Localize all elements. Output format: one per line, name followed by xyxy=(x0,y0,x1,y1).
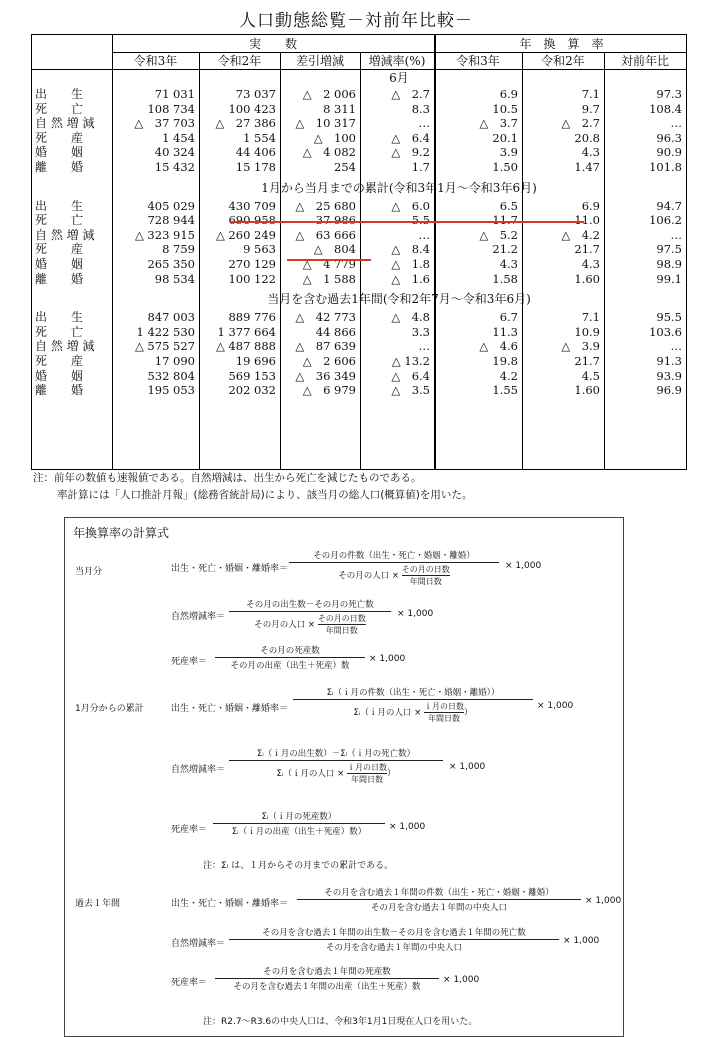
table-cell: 1.50 xyxy=(492,160,518,174)
table-cell: 11.0 xyxy=(574,213,600,228)
table-cell: 405 029 xyxy=(147,198,195,213)
formula-8-fraction: その月を含む過去１年間の出生数－その月を含む過去１年間の死亡数 その月を含む過去１年間の中央人口 xyxy=(229,926,559,953)
table-cell: △ 1.8 xyxy=(391,257,430,271)
table-cell: 8.3 xyxy=(411,101,430,116)
table-cell: 17 090 xyxy=(154,354,195,368)
row-label: 出 生 xyxy=(35,198,84,213)
table-cell: 101.8 xyxy=(649,160,682,174)
formula-4-tail: × 1,000 xyxy=(537,701,574,711)
table-cell: 7.1 xyxy=(581,87,600,101)
section-heading: 6月 xyxy=(389,71,409,85)
row-label: 自 然 増 減 xyxy=(35,339,95,354)
table-cell: 15 432 xyxy=(154,160,195,174)
table-cell: 10.5 xyxy=(492,101,518,116)
table-cell: 73 037 xyxy=(235,87,276,101)
column-header: 差引増減 xyxy=(295,54,344,68)
table-cell: 202 032 xyxy=(228,383,276,398)
table-cell: 569 153 xyxy=(228,368,276,383)
formula-5-tail: × 1,000 xyxy=(449,762,486,772)
row-label: 出 生 xyxy=(35,310,84,325)
formula-8-tail: × 1,000 xyxy=(563,936,600,946)
table-cell: … xyxy=(418,116,430,131)
formula-5-fraction: Σᵢ（ｉ月の出生数）－Σᵢ（ｉ月の死亡数） Σᵢ（ｉ月の人口 × ｉ月の日数 年間日数 ） xyxy=(229,747,443,785)
table-cell: … xyxy=(418,339,430,354)
table-cell: 98 534 xyxy=(154,271,195,286)
formula-box xyxy=(64,517,624,1037)
table-cell: 265 350 xyxy=(147,257,195,271)
table-cell: △ 37 703 xyxy=(134,116,195,131)
statistics-table xyxy=(31,34,687,470)
table-cell: △ 6 979 xyxy=(302,383,356,398)
section-label-monthly: 当月分 xyxy=(75,567,103,577)
formula-9-tail: × 1,000 xyxy=(443,975,480,985)
row-label: 婚 姻 xyxy=(35,368,84,383)
table-cell: △ 1.6 xyxy=(391,271,430,286)
table-cell: 430 709 xyxy=(228,198,276,213)
table-cell: △ 2 606 xyxy=(302,354,356,368)
formula-3-lhs: 死産率＝ xyxy=(171,657,208,667)
table-cell: 254 xyxy=(334,160,356,174)
table-cell: 10.9 xyxy=(574,324,600,339)
table-cell: 108.4 xyxy=(649,101,682,116)
formula-8-lhs: 自然増減率＝ xyxy=(171,939,226,949)
table-cell: △ 13.2 xyxy=(391,354,430,368)
table-cell: △ 87 639 xyxy=(295,339,356,354)
table-cell: 19.8 xyxy=(492,354,518,368)
table-cell: 6.7 xyxy=(499,310,518,325)
table-cell: … xyxy=(418,227,430,242)
table-cell: 21.7 xyxy=(574,354,600,368)
table-cell: 1 377 664 xyxy=(217,324,276,339)
table-cell: 5.5 xyxy=(411,213,430,228)
table-cell: △ 3.5 xyxy=(391,383,430,398)
table-cell: △ 2.7 xyxy=(391,87,430,101)
table-cell: 103.6 xyxy=(649,324,682,339)
formula-6-lhs: 死産率＝ xyxy=(171,825,208,835)
table-cell: 1.60 xyxy=(574,271,600,286)
section-heading: 1月から当月までの累計(令和3年1月～令和3年6月) xyxy=(261,180,537,195)
table-cell: △ 9.2 xyxy=(391,145,430,160)
highlight-underline-deaths xyxy=(287,259,371,261)
formula-3-fraction: その月の死産数 その月の出産（出生＋死産）数 xyxy=(215,644,365,671)
group-header-actual: 実 数 xyxy=(248,37,297,51)
table-cell: 19 696 xyxy=(235,354,276,368)
formula-9-lhs: 死産率＝ xyxy=(171,978,208,988)
table-cell: 4.5 xyxy=(581,368,600,383)
table-note-1: 注：前年の数値も速報値である。自然増減は、出生から死亡を減じたものである。 xyxy=(33,472,422,484)
formula-2-lhs: 自然増減率＝ xyxy=(171,612,226,622)
row-label: 死 亡 xyxy=(35,324,84,339)
table-cell: △ 6.4 xyxy=(391,130,430,145)
table-cell: 37 986 xyxy=(315,213,356,228)
table-cell: 100 423 xyxy=(228,101,276,116)
formula-4-lhs: 出生・死亡・婚姻・離婚率＝ xyxy=(171,704,289,714)
table-cell: △ 6.4 xyxy=(391,368,430,383)
row-label: 死 亡 xyxy=(35,101,84,116)
row-label: 死 産 xyxy=(35,242,84,257)
table-cell: 4.3 xyxy=(499,257,518,271)
table-cell: 9.7 xyxy=(581,101,600,116)
table-cell: 20.8 xyxy=(574,130,600,145)
formula-7-lhs: 出生・死亡・婚姻・離婚率＝ xyxy=(171,899,289,909)
table-cell: 90.9 xyxy=(656,145,682,160)
formula-9-fraction: その月を含む過去１年間の死産数 その月を含む過去１年間の出産（出生＋死産）数 xyxy=(215,965,439,992)
formula-note-2: 注：R2.7～R3.6の中央人口は、令和3年1月1日現在人口を用いた。 xyxy=(203,1017,478,1027)
row-label: 死 産 xyxy=(35,354,84,368)
formula-6-fraction: Σᵢ（ｉ月の死産数） Σᵢ（ｉ月の出産（出生＋死産）数） xyxy=(213,810,385,837)
group-header-annual: 年 換 算 率 xyxy=(519,37,604,51)
table-cell: △ 4.2 xyxy=(561,227,600,242)
formula-2-tail: × 1,000 xyxy=(397,609,434,619)
table-cell: 91.3 xyxy=(656,354,682,368)
table-cell: △ 5.2 xyxy=(479,227,518,242)
table-cell: 11.7 xyxy=(492,213,518,228)
table-cell: 99.1 xyxy=(656,271,682,286)
table-cell: △ 2.7 xyxy=(561,116,600,131)
column-header: 対前年比 xyxy=(620,54,669,68)
table-cell: 3.3 xyxy=(411,324,430,339)
table-cell: △ 4.8 xyxy=(391,310,430,325)
table-cell: 44 406 xyxy=(235,145,276,160)
formula-1-lhs: 出生・死亡・婚姻・離婚率＝ xyxy=(171,564,289,574)
table-cell: 6.9 xyxy=(581,198,600,213)
table-cell: 20.1 xyxy=(492,130,518,145)
table-cell: 1.7 xyxy=(411,160,430,174)
column-header: 増減率(%) xyxy=(368,54,426,68)
table-cell: 94.7 xyxy=(656,198,682,213)
table-note-2: 率計算には「人口推計月報」(総務省統計局)により、該当月の総人口(概算値)を用いた。 xyxy=(57,489,473,501)
table-cell: 7.1 xyxy=(581,310,600,325)
table-cell: △ 323 915 xyxy=(134,227,195,242)
table-cell: 4.3 xyxy=(581,257,600,271)
table-cell: 9 563 xyxy=(243,242,276,257)
table-cell: 4.3 xyxy=(581,145,600,160)
table-cell: △ 25 680 xyxy=(295,198,356,213)
table-cell: 11.3 xyxy=(492,324,518,339)
table-cell: 690 958 xyxy=(228,213,276,228)
table-cell: 44 866 xyxy=(315,324,356,339)
column-header: 令和2年 xyxy=(541,54,585,68)
table-cell: △ 2 006 xyxy=(302,87,356,101)
table-cell: 1 454 xyxy=(162,130,195,145)
table-cell: △ 36 349 xyxy=(295,368,356,383)
table-cell: 1 554 xyxy=(243,130,276,145)
row-label: 死 亡 xyxy=(35,213,84,228)
table-cell: △ 10 317 xyxy=(295,116,356,131)
table-cell: 1.60 xyxy=(574,383,600,398)
formula-box-title: 年換算率の計算式 xyxy=(73,526,170,540)
table-cell: 1.47 xyxy=(574,160,600,174)
formula-7-fraction: その月を含む過去１年間の件数（出生・死亡・婚姻・離婚） その月を含む過去１年間の中央人口 xyxy=(297,886,581,913)
column-header: 令和3年 xyxy=(133,54,178,68)
row-label: 離 婚 xyxy=(35,383,84,398)
table-cell: 106.2 xyxy=(649,213,682,228)
table-cell: 4.2 xyxy=(499,368,518,383)
table-cell: △ 63 666 xyxy=(295,227,356,242)
table-cell: 96.9 xyxy=(656,383,682,398)
table-cell: 6.9 xyxy=(499,87,518,101)
table-cell: 728 944 xyxy=(147,213,195,228)
formula-3-tail: × 1,000 xyxy=(369,654,406,664)
table-cell: △ 100 xyxy=(313,130,356,145)
row-label: 婚 姻 xyxy=(35,257,84,271)
table-cell: 96.3 xyxy=(656,130,682,145)
table-cell: 1 422 530 xyxy=(136,324,195,339)
table-cell: △ 8.4 xyxy=(391,242,430,257)
table-cell: 40 324 xyxy=(154,145,195,160)
table-cell: 93.9 xyxy=(656,368,682,383)
table-cell: 97.5 xyxy=(656,242,682,257)
section-heading: 当月を含む過去1年間(令和2年7月～令和3年6月) xyxy=(267,292,531,307)
table-cell: … xyxy=(670,339,682,354)
page-title: 人口動態総覧－対前年比較－ xyxy=(239,11,473,31)
table-cell: 8 759 xyxy=(162,242,195,257)
formula-4-fraction: Σᵢ（ｉ月の件数（出生・死亡・婚姻・離婚）） Σᵢ（ｉ月の人口 × ｉ月の日数 年間日数 ） xyxy=(293,686,533,724)
table-cell: 108 734 xyxy=(147,101,195,116)
formula-7-tail: × 1,000 xyxy=(585,896,622,906)
table-cell: △ 3.7 xyxy=(479,116,518,131)
table-cell: 71 031 xyxy=(154,87,195,101)
formula-note-1: 注：Σᵢ は、１月からその月までの累計である。 xyxy=(203,861,394,871)
highlight-underline-cumulative xyxy=(230,221,584,223)
table-cell: 8 311 xyxy=(323,101,356,116)
table-cell: 97.3 xyxy=(656,87,682,101)
table-cell: △ 804 xyxy=(313,242,356,257)
table-cell: △ 260 249 xyxy=(215,227,276,242)
table-cell: 98.9 xyxy=(656,257,682,271)
section-label-past-year: 過去１年間 xyxy=(75,899,121,909)
formula-1-fraction: その月の件数（出生・死亡・婚姻・離婚） その月の人口 × その月の日数 年間日数 xyxy=(289,549,499,587)
table-cell: △ 4 082 xyxy=(302,145,356,160)
table-cell: 195 053 xyxy=(147,383,195,398)
table-cell: △ 4.6 xyxy=(479,339,518,354)
row-label: 出 生 xyxy=(35,87,84,101)
table-cell: 3.9 xyxy=(499,145,518,160)
table-cell: 15 178 xyxy=(235,160,276,174)
table-cell: 100 122 xyxy=(228,271,276,286)
table-cell: 21.7 xyxy=(574,242,600,257)
table-cell: 21.2 xyxy=(492,242,518,257)
table-cell: 270 129 xyxy=(228,257,276,271)
table-cell: △ 42 773 xyxy=(295,310,356,325)
table-cell: △ 575 527 xyxy=(134,339,195,354)
table-cell: … xyxy=(670,227,682,242)
table-cell: △ 27 386 xyxy=(215,116,276,131)
column-header: 令和2年 xyxy=(217,54,262,68)
column-header: 令和3年 xyxy=(456,54,500,68)
table-cell: △ 1 588 xyxy=(302,271,356,286)
table-cell: △ 487 888 xyxy=(215,339,276,354)
table-cell: 532 804 xyxy=(147,368,195,383)
table-cell: △ 3.9 xyxy=(561,339,600,354)
table-cell: 847 003 xyxy=(147,310,195,325)
formula-2-fraction: その月の出生数－その月の死亡数 その月の人口 × その月の日数 年間日数 xyxy=(229,598,391,636)
table-cell: 1.55 xyxy=(492,383,518,398)
formula-1-tail: × 1,000 xyxy=(505,561,542,571)
row-label: 婚 姻 xyxy=(35,145,84,160)
formula-6-tail: × 1,000 xyxy=(389,822,426,832)
table-cell: 889 776 xyxy=(228,310,276,325)
row-label: 自 然 増 減 xyxy=(35,116,95,131)
table-cell: … xyxy=(670,116,682,131)
table-cell: 6.5 xyxy=(499,198,518,213)
table-cell: 1.58 xyxy=(492,271,518,286)
row-label: 死 産 xyxy=(35,130,84,145)
row-label: 離 婚 xyxy=(35,160,84,174)
table-cell: △ 6.0 xyxy=(391,198,430,213)
table-cell: 95.5 xyxy=(656,310,682,325)
table-cell: △ 4 779 xyxy=(302,257,356,271)
section-label-cumulative: 1月分からの累計 xyxy=(75,704,144,714)
formula-5-lhs: 自然増減率＝ xyxy=(171,765,226,775)
row-label: 自 然 増 減 xyxy=(35,227,95,242)
row-label: 離 婚 xyxy=(35,271,84,286)
